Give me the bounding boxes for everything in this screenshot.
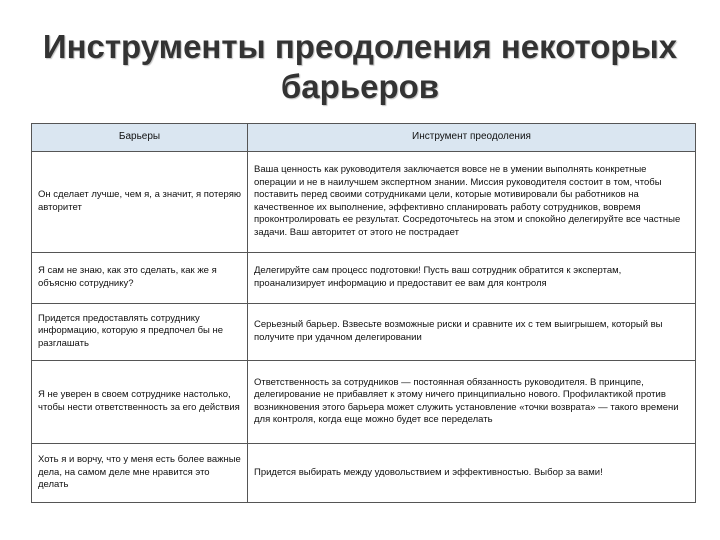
barrier-cell: Придется предоставлять сотруднику информацию, которую я предпочел бы не разглашать	[32, 303, 248, 360]
table-row	[32, 252, 696, 303]
title-line-1: Инструменты преодоления некоторых	[42, 28, 678, 65]
header-barriers: Барьеры	[32, 124, 248, 152]
barrier-cell: Хоть я и ворчу, что у меня есть более важные дела, на самом деле мне нравится это делать	[32, 443, 248, 502]
table-row	[32, 152, 696, 253]
header-tool: Инструмент преодоления	[248, 124, 696, 152]
slide-title	[40, 27, 680, 107]
tool-cell: Серьезный барьер. Взвесьте возможные риски и сравните их с тем выигрышем, который вы получите при удачном делегировании	[248, 303, 696, 360]
barrier-cell: Я сам не знаю, как это сделать, как же я объясню сотруднику?	[32, 252, 248, 303]
barrier-cell: Я не уверен в своем сотруднике настолько, чтобы нести ответственность за его действия	[32, 360, 248, 443]
tool-cell: Ваша ценность как руководителя заключается вовсе не в умении выполнять конкретные операции и не в наилучшем экспертном знании. Миссия руководителя состоит в том, чтобы поставить перед своими сотрудниками цели, которые мотивировали бы работников на качественное их выполнение, эффективно спланировать работу сотрудников, вовремя проконтролировать ее результат. Сосредоточьтесь на этом и спокойно делегируйте все частные задачи. Ваш авторитет от этого не пострадает	[248, 152, 696, 253]
tool-cell: Ответственность за сотрудников — постоянная обязанность руководителя. В принципе, делегирование не прибавляет к этому ничего принципиально нового. Профилактикой против возникновения этого барьера может служить установление «точки возврата» — такого времени для контроля, когда еще можно будет все переделать	[248, 360, 696, 443]
title-line-2: барьеров	[280, 68, 440, 105]
table-row	[32, 360, 696, 443]
table-row	[32, 303, 696, 360]
barriers-table	[31, 123, 696, 503]
tool-cell: Придется выбирать между удовольствием и эффективностью. Выбор за вами!	[248, 443, 696, 502]
tool-cell: Делегируйте сам процесс подготовки! Пусть ваш сотрудник обратится к экспертам, проанализирует информацию и предоставит ее вам для контроля	[248, 252, 696, 303]
table-header-row	[32, 124, 696, 152]
table-row	[32, 443, 696, 502]
barrier-cell: Он сделает лучше, чем я, а значит, я потеряю авторитет	[32, 152, 248, 253]
